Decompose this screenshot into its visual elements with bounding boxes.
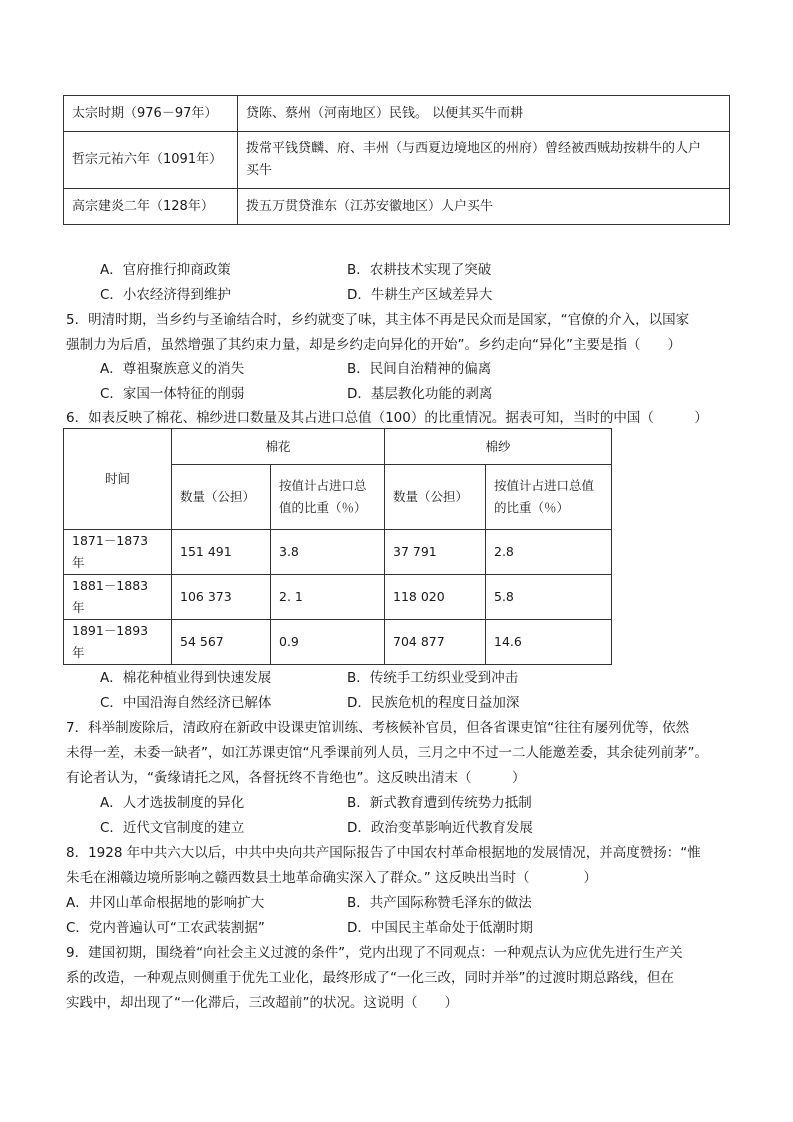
table-row	[64, 575, 612, 620]
trade-table	[63, 428, 612, 665]
header-ratio	[486, 465, 612, 530]
cell-value: 106 373	[172, 575, 271, 620]
table-cell: 贷陈、蔡州（河南地区）民钱。 以便其买牛而耕	[238, 96, 730, 132]
table-cell	[238, 132, 730, 189]
cell-value: 37 791	[385, 530, 486, 575]
cell-value: 14.6	[486, 620, 612, 665]
header-qty: 数量（公担）	[385, 465, 486, 530]
option-a: A．人才选拔制度的异化	[100, 795, 245, 811]
question-stem: 系的改造，一种观点则侧重于优先工业化，最终形成了“一化三改，同时并举”的过渡时期总路线，但在	[66, 970, 674, 986]
option-b: B．传统手工纺织业受到冲击	[347, 670, 519, 686]
cell-value: 151 491	[172, 530, 271, 575]
table-cell: 拨五万贯贷淮东（江苏安徽地区）人户买牛	[238, 189, 730, 225]
option-b: B．民间自治精神的偏离	[347, 361, 492, 377]
cell-value: 3.8	[271, 530, 385, 575]
question-stem: 7．科举制废除后，清政府在新政中设课吏馆训练、考核候补官员，但各省课吏馆“往往有屡列优等，依然	[66, 720, 690, 736]
header-yarn: 棉纱	[385, 429, 612, 465]
table-cell: 太宗时期（976－97年）	[64, 96, 238, 132]
option-d: D．民族危机的程度日益加深	[347, 695, 520, 711]
option-a: A．官府推行抑商政策	[100, 262, 231, 278]
cell-value: 5.8	[486, 575, 612, 620]
option-a: A．井冈山革命根据地的影响扩大	[66, 895, 265, 911]
header-cotton: 棉花	[172, 429, 385, 465]
option-d: D．基层教化功能的剥离	[347, 386, 493, 402]
table-cell: 哲宗元祐六年（1091年）	[64, 132, 238, 189]
cell-value: 118 020	[385, 575, 486, 620]
question-stem: 有论者认为，“夤缘请托之风，各督抚终不肯绝也”。这反映出清末（ ）	[66, 770, 526, 786]
question-stem: 实践中，却出现了“一化滞后，三改超前”的状况。这说明（ ）	[66, 995, 458, 1011]
question-stem: 未得一差，未委一缺者”，如江苏课吏馆“凡季课前列人员，三月之中不过一二人能邀差委，其余徒列前茅”。	[66, 745, 708, 761]
question-stem: 强制力为后盾，虽然增强了其约束力量，却是乡约走向异化的开始”。乡约走向“异化”主要是指（ ）	[66, 337, 681, 353]
table-cell: 高宗建炎二年（128年）	[64, 189, 238, 225]
header-line: 按值计占进口总值	[494, 478, 595, 493]
header-ratio	[271, 465, 385, 530]
history-table-1	[63, 95, 730, 225]
cell-value: 704 877	[385, 620, 486, 665]
cell-line: 拨常平钱贷麟、府、丰州（与西夏边境地区的州府）曾经被西贼劫按耕牛的人户	[246, 141, 702, 156]
option-c: C．党内普遍认可“工农武装割据”	[66, 920, 265, 936]
table-row	[64, 530, 612, 575]
question-stem: 9．建国初期，围绕着“向社会主义过渡的条件”，党内出现了不同观点：一种观点认为应优先进行生产关	[66, 945, 683, 961]
option-b: B．农耕技术实现了突破	[347, 262, 492, 278]
option-b: B．新式教育遭到传统势力抵制	[347, 795, 532, 811]
header-line: 值的比重（％）	[279, 500, 367, 515]
header-line: 的比重（％）	[494, 500, 570, 515]
option-a: A．棉花种植业得到快速发展	[100, 670, 272, 686]
table-row	[64, 620, 612, 665]
header-time: 时间	[64, 429, 172, 530]
cell-time: 1871－1873 年	[64, 530, 172, 575]
question-stem: 8．1928 年中共六大以后，中共中央向共产国际报告了中国农村革命根据地的发展情况，并高度赞扬：“惟	[66, 845, 701, 861]
question-stem: 6．如表反映了棉花、棉纱进口数量及其占进口总值（100）的比重情况。据表可知，当时的中国（ ）	[66, 410, 708, 426]
option-a: A．尊祖聚族意义的消失	[100, 361, 245, 377]
option-c: C．近代文官制度的建立	[100, 820, 245, 836]
cell-value: 2.8	[486, 530, 612, 575]
cell-time: 1891－1893 年	[64, 620, 172, 665]
option-d: D．政治变革影响近代教育发展	[347, 820, 533, 836]
question-stem: 5．明清时期，当乡约与圣谕结合时，乡约就变了味，其主体不再是民众而是国家，“官僚的介入，以国家	[66, 312, 690, 328]
option-b: B．共产国际称赞毛泽东的做法	[347, 895, 532, 911]
cell-time: 1881－1883 年	[64, 575, 172, 620]
header-line: 按值计占进口总	[279, 478, 367, 493]
option-c: C．小农经济得到维护	[100, 287, 231, 303]
cell-line: 买牛	[246, 163, 273, 178]
cell-value: 54 567	[172, 620, 271, 665]
option-d: D．牛耕生产区域差异大	[347, 287, 493, 303]
header-qty: 数量（公担）	[172, 465, 271, 530]
cell-value: 0.9	[271, 620, 385, 665]
option-c: C．家国一体特征的削弱	[100, 386, 245, 402]
option-d: D．中国民主革命处于低潮时期	[347, 920, 533, 936]
question-stem: 朱毛在湘赣边境所影响之赣西数县土地革命确实深入了群众。” 这反映出当时（ ）	[66, 870, 598, 886]
option-c: C．中国沿海自然经济已解体	[100, 695, 272, 711]
cell-value: 2. 1	[271, 575, 385, 620]
